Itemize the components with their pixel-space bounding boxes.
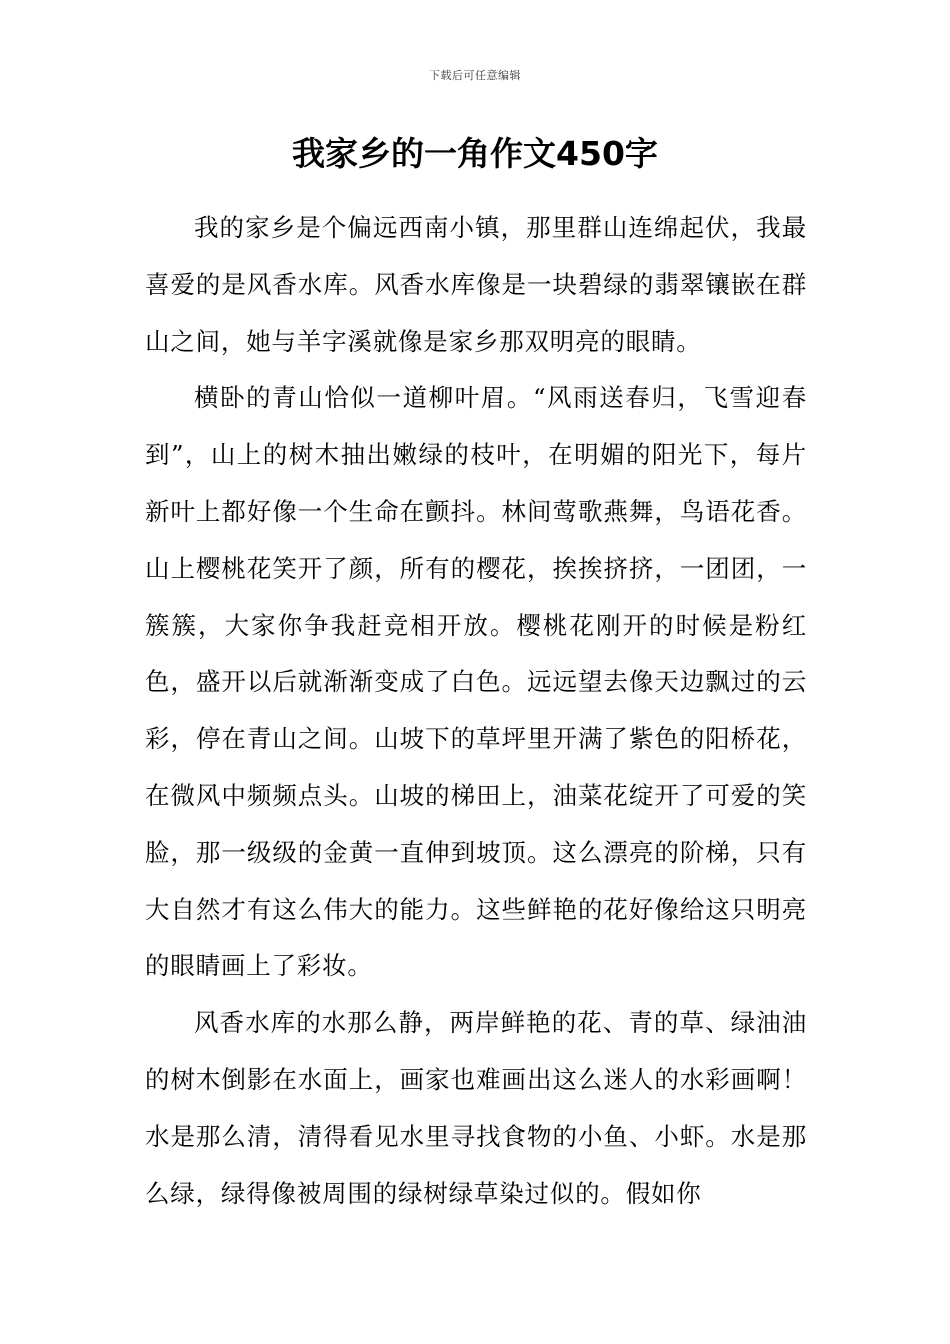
paragraph-2: 横卧的青山恰似一道柳叶眉。“风雨送春归，飞雪迎春到”，山上的树木抽出嫩绿的枝叶，在明媚的阳光下，每片新叶上都好像一个生命在颤抖。林间莺歌燕舞，鸟语花香。山上樱桃花笑开了颜，所有的樱花，挨挨挤挤，一团团，一簇簇，大家你争我赶竞相开放。樱桃花刚开的时候是粉红色，盛开以后就渐渐变成了白色。远远望去像天边飘过的云彩，停在青山之间。山坡下的草坪里开满了紫色的阳桥花，在微风中频频点头。山坡的梯田上，油菜花绽开了可爱的笑脸，那一级级的金黄一直伸到坡顶。这么漂亮的阶梯，只有大自然才有这么伟大的能力。这些鲜艳的花好像给这只明亮的眼睛画上了彩妆。 [145,383,807,981]
essay-body [145,200,807,1222]
paragraph-1: 我的家乡是个偏远西南小镇，那里群山连绵起伏，我最喜爱的是风香水库。风香水库像是一块碧绿的翡翠镶嵌在群山之间，她与羊字溪就像是家乡那双明亮的眼睛。 [145,213,807,356]
paragraph-3: 风香水库的水那么静，两岸鲜艳的花、青的草、绿油油的树木倒影在水面上，画家也难画出这么迷人的水彩画啊！水是那么清，清得看见水里寻找食物的小鱼、小虾。水是那么绿，绿得像被周围的绿树绿草染过似的。假如你 [145,1008,807,1208]
header-note: 下载后可任意编辑 [429,69,521,82]
essay-title: 我家乡的一角作文450字 [292,134,658,173]
